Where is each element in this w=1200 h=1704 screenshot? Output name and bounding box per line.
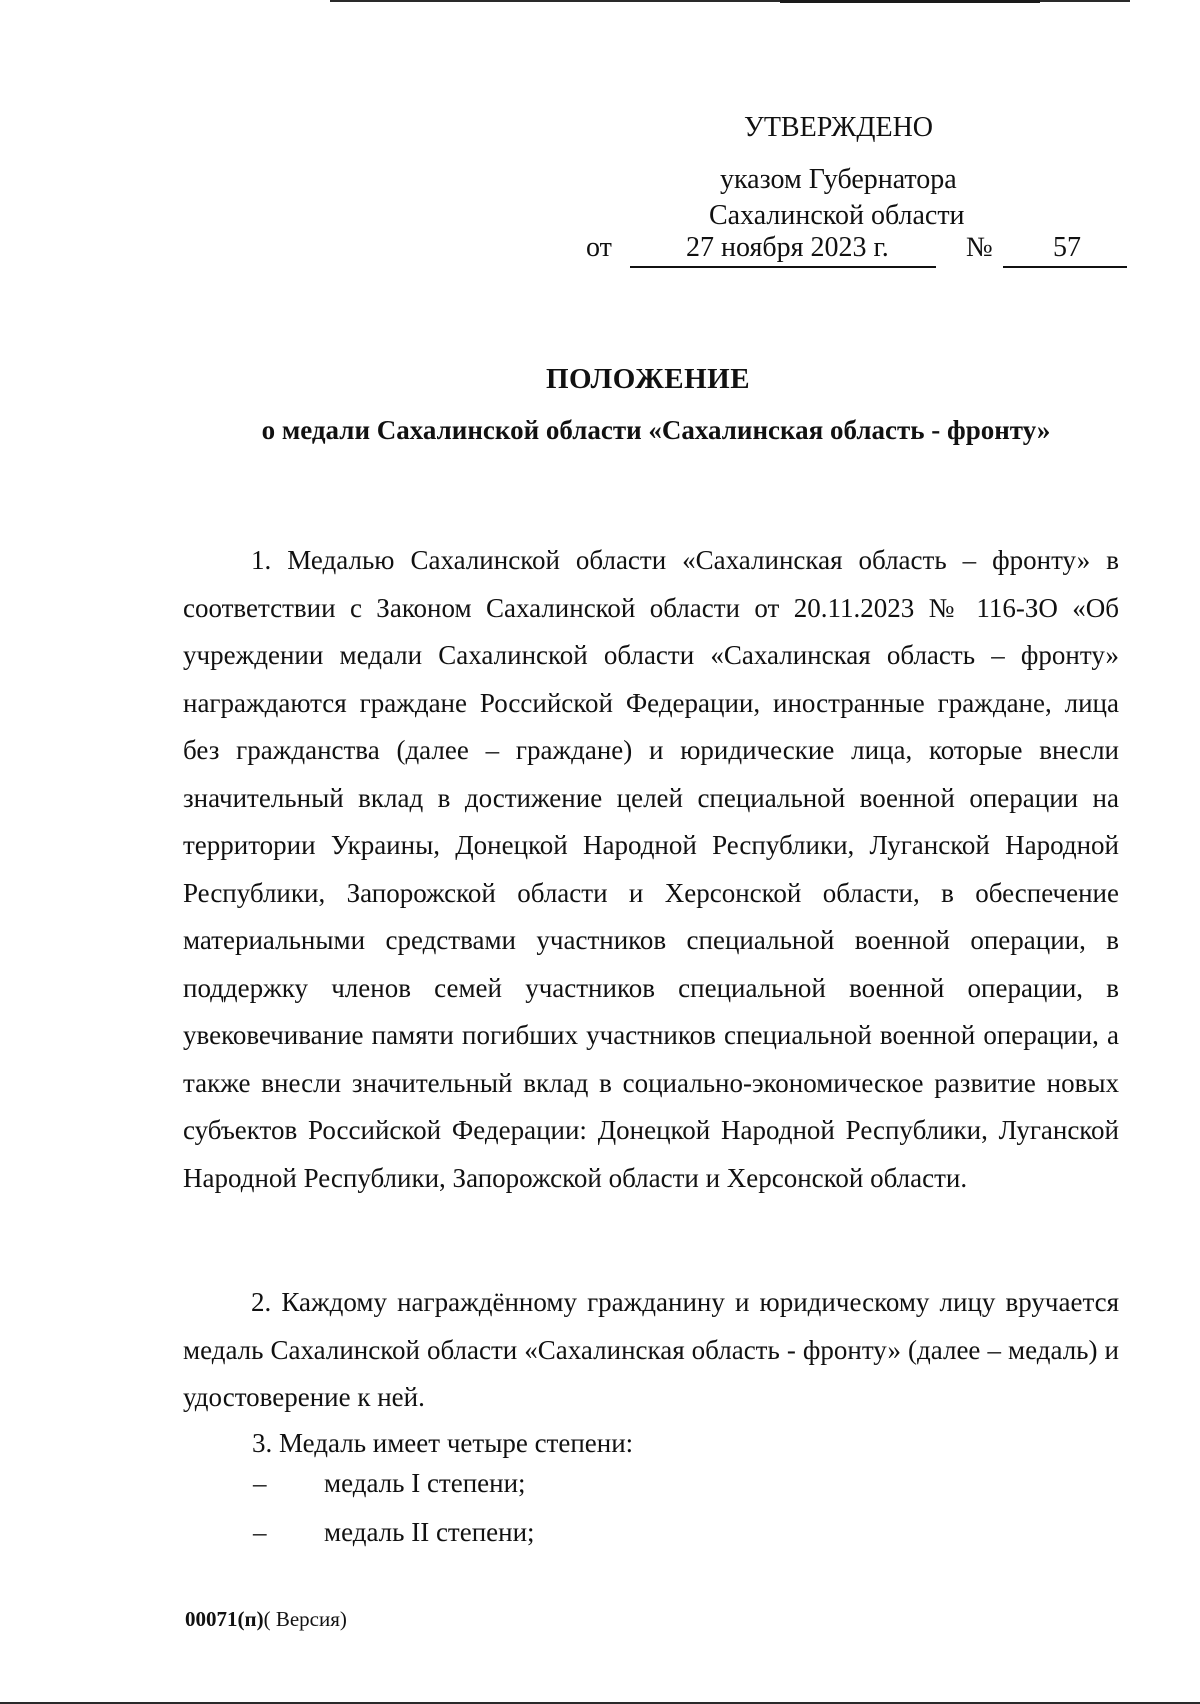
date-underline: [630, 266, 936, 268]
document-subtitle: о медали Сахалинской области «Сахалинская область - фронту»: [261, 415, 1051, 445]
footer-version: ( Версия): [263, 1607, 347, 1631]
approval-date: 27 ноября 2023 г.: [686, 232, 889, 263]
approval-decree: указом Губернатора: [720, 164, 957, 195]
list-dash: –: [253, 1468, 267, 1498]
number-underline: [1003, 266, 1127, 268]
list-item-text: медаль I степени;: [324, 1468, 526, 1498]
footer-code: 00071(п): [185, 1607, 264, 1631]
approval-region: Сахалинской области: [709, 200, 965, 231]
scan-top-edge-mark: [780, 0, 1040, 3]
document-title: ПОЛОЖЕНИЕ: [545, 363, 751, 395]
paragraph-3: 3. Медаль имеет четыре степени:: [252, 1428, 634, 1458]
number-sign: №: [966, 232, 993, 263]
paragraph-2: 2. Каждому награждённому гражданину и юридическому лицу вручается медаль Сахалинской области «Сахалинская область - фронту» (далее – медаль) и удостоверение к ней.: [183, 1287, 1119, 1412]
document-footer: [185, 1607, 347, 1632]
approval-title: УТВЕРЖДЕНО: [744, 112, 934, 143]
paragraph-1: 1. Медалью Сахалинской области «Сахалинская область – фронту» в соответствии с Законом Сахалинской области от 20.11.2023 № 116-ЗО «Об учреждении медали Сахалинской области «Сахалинская область – фронту» награждаются граждане Российской Федерации, иностранные граждане, лица без гражданства (далее – граждане) и юридические лица, которые внесли значительный вклад в достижение целей специальной военной операции на территории Украины, Донецкой Народной Республики, Луганской Народной Республики, Запорожской области и Херсонской области, в обеспечение материальными средствами участников специальной военной операции, в поддержку членов семей участников специальной военной операции, в увековечивание памяти погибших участников специальной военной операции, а также внесли значительный вклад в социально-экономическое развитие новых субъектов Российской Федерации: Донецкой Народной Республики, Луганской Народной Республики, Запорожской области и Херсонской области.: [183, 545, 1119, 1193]
date-from-label: от: [586, 232, 612, 263]
list-dash: –: [253, 1517, 267, 1547]
list-item-text: медаль II степени;: [324, 1517, 535, 1547]
approval-number: 57: [1053, 232, 1081, 263]
